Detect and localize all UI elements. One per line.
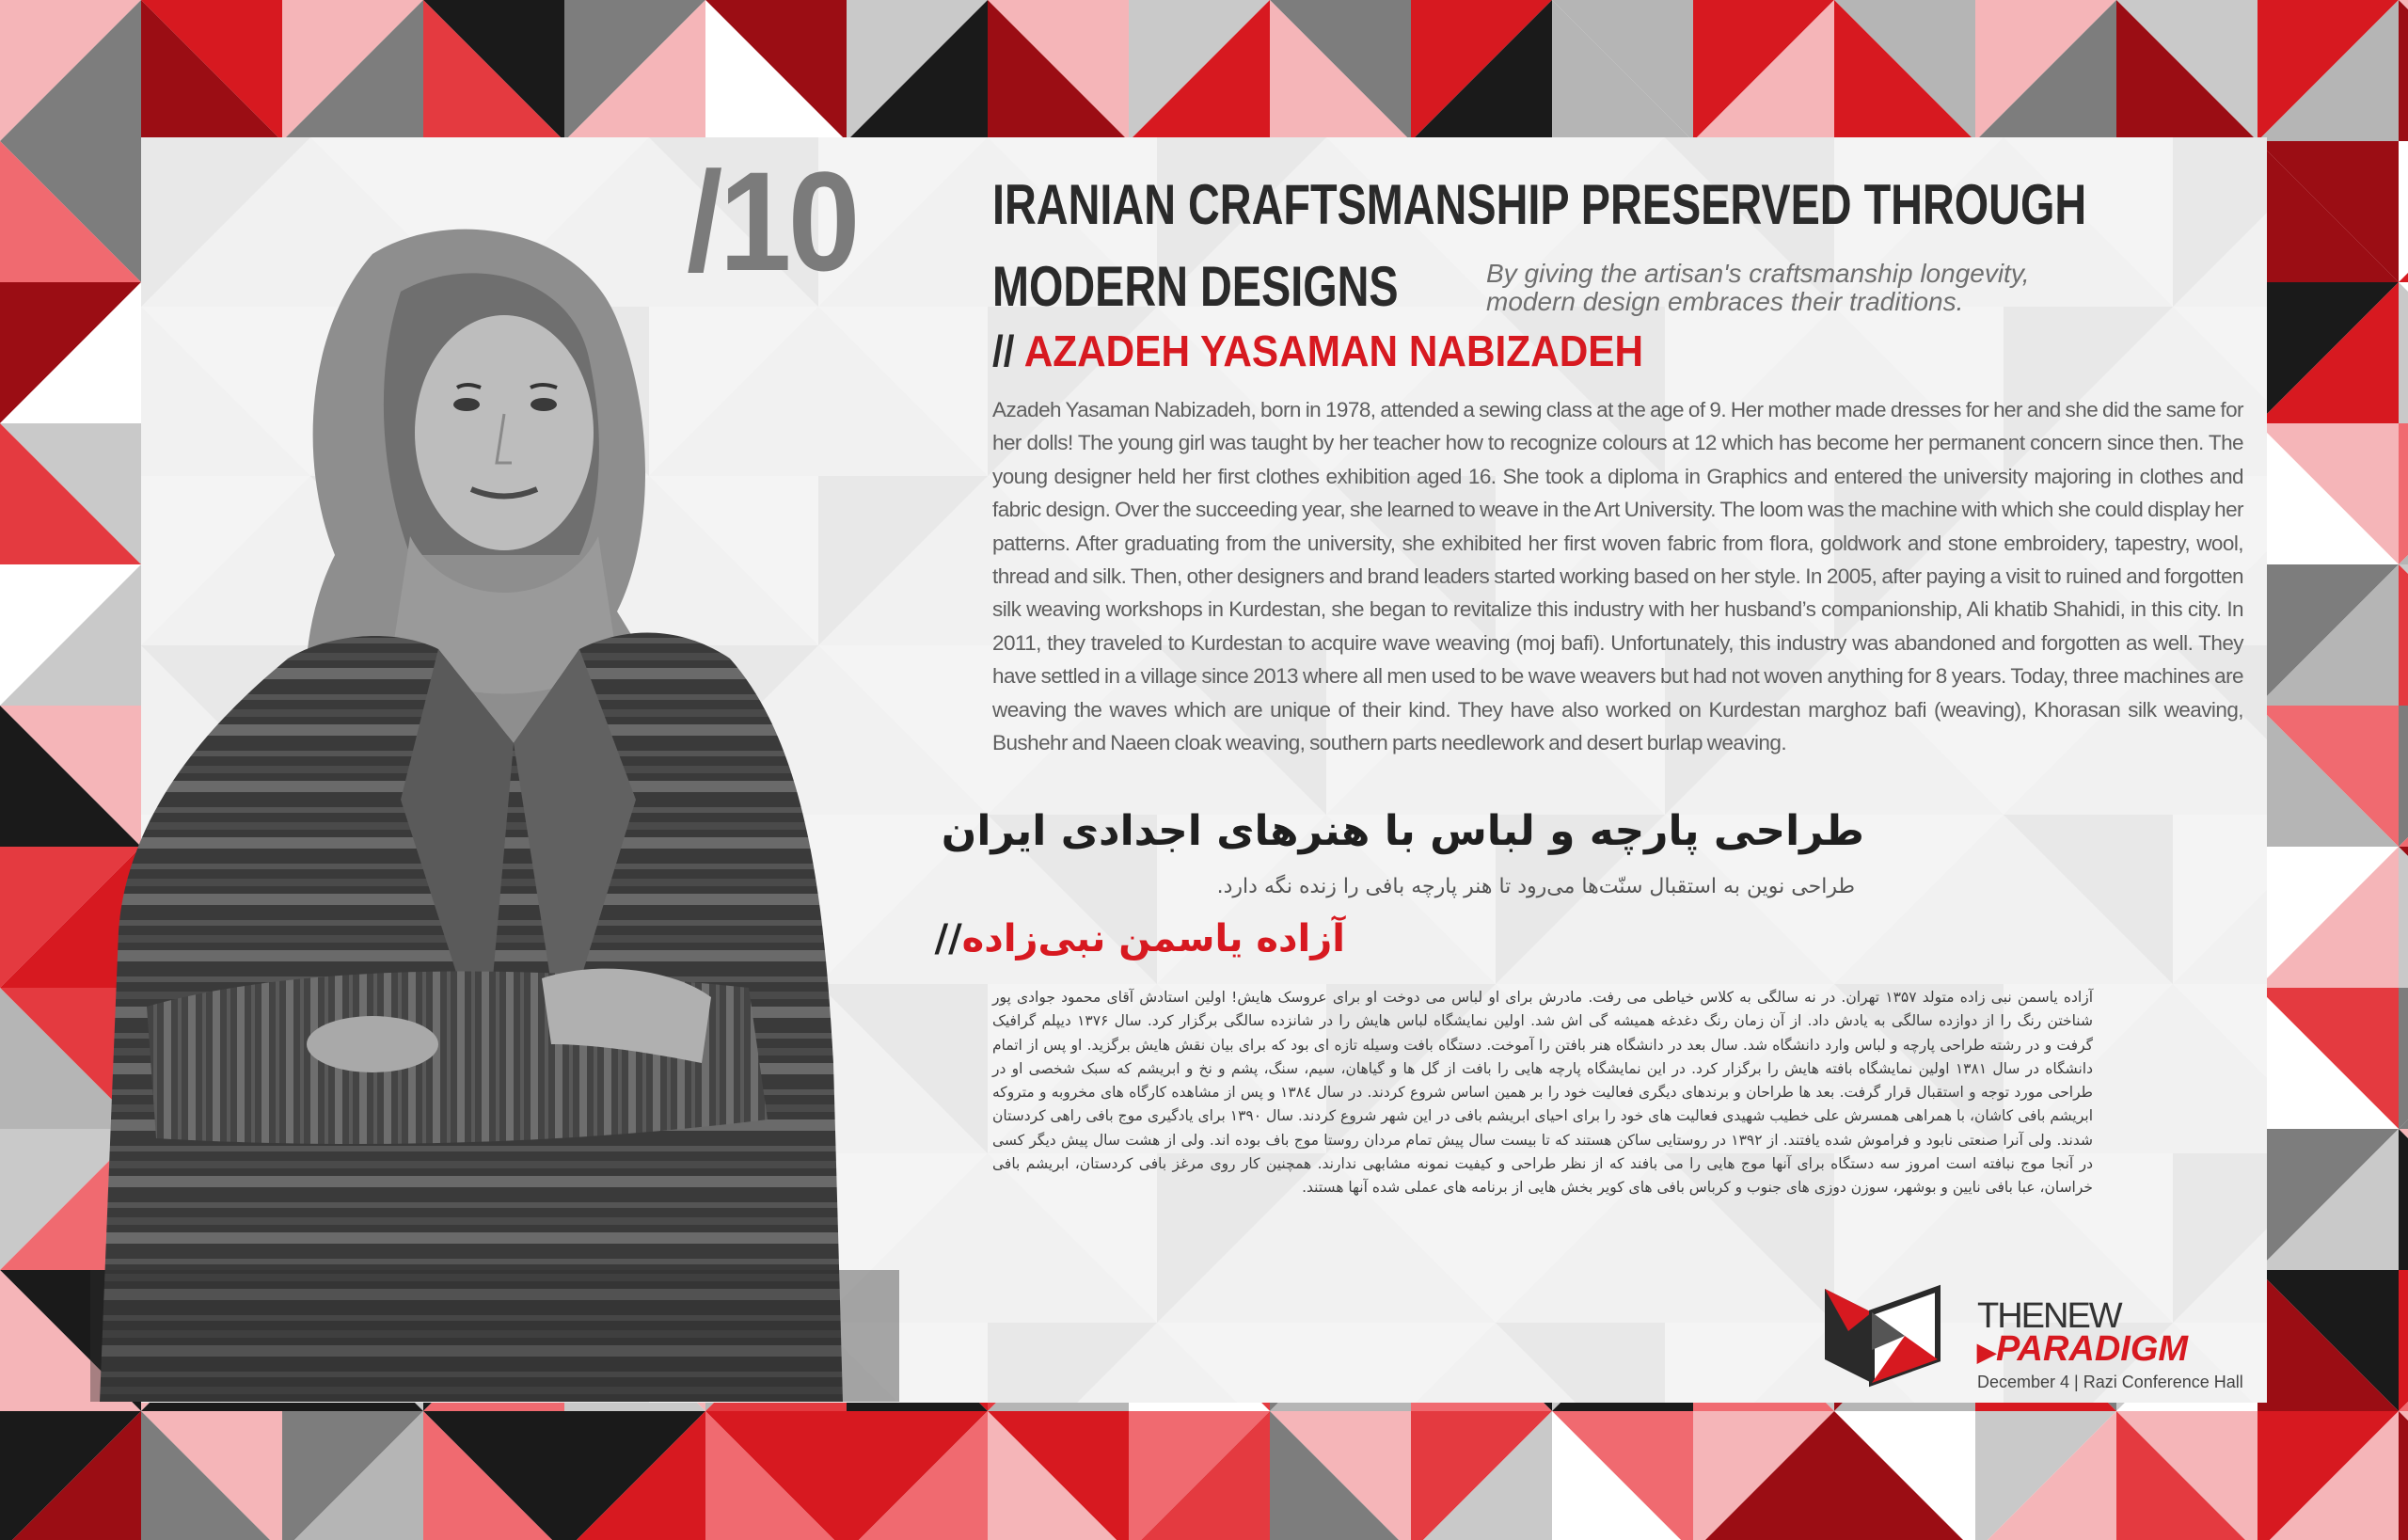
face — [415, 315, 594, 550]
panel-texture-triangle — [1157, 1323, 1326, 1403]
event-logo — [1815, 1279, 2243, 1402]
border-triangle — [2399, 282, 2408, 423]
border-triangle — [2399, 141, 2408, 282]
border-triangle — [2399, 423, 2408, 564]
article-title-persian: طراحی پارچه و لباس با هنرهای اجدادی ایران — [941, 807, 1864, 855]
border-triangle — [2399, 706, 2408, 847]
author-name-fa: آزاده یاسمن نبی‌زاده — [961, 917, 1345, 961]
panel-texture-triangle — [1665, 1323, 1834, 1403]
bio-persian: آزاده یاسمن نبی زاده متولد ۱۳۵۷ تهران. در نه سالگی به کلاس خیاطی می رفت. مادرش برای او لباس می دوخت او برای عروسک هایش! اولین استادش آقای محمود جوادی پور شناختن رنگ را از دوازده سالگی به یادش داد. از آن زمان رنگ دغدغه همیشه گی اش شد. اولین نمایشگاه لباس هایش را در شانزده سالگی برگزار کرد. سال ۱۳۷۶ دیپلم گرافیک گرفت و در رشته طراحی پارچه و لباس وارد دانشگاه شد. سال بعد در دانشگاه هنر بافتن را آموخت. دستگاه بافت وسیله تازه ای بود که برای بیان نقش هایش برگزید. او پس از اتمام دانشگاه در سال ۱۳۸۱ اولین نمایشگاه بافته هایش را برگزار کرد. در این نمایشگاه پارچه هایی را بافت از گل ها و گیاهان، سیم، سنگ، پشم و نخ و ابریشم که سبک شخصی او در طراحی مورد توجه و استقبال قرار گرفت. بعد ها طراحان و برندهای دیگری فعالیت خود را بر همین اساس شروع کردند. در سال ۱۳۸٤ و پس از مشاهده کارگاه های مخروبه و متروکه ابریشم بافی کاشان، با همراهی همسرش علی خطیب شهیدی فعالیت های خود را برای احیای ابریشم بافی در این شهر شروع کردند. سال ۱۳۹۰ برای یادگیری موج بافی راهی کردستان شدند. ولی آنرا صنعتی نابود و فراموش شده یافتند. از ۱۳۹۲ در روستایی ساکن هستند که تا بیست سال پیش تمام مردان روستا موج باف بوده اند. ولی از هشت سال پیش دیگر کسی در آنجا موج نبافته است امروز سه دستگاه برای آنها موج هایی را می بافند که از نظر طراحی و کیفیت نمونه مشابهی ندارند. همچنین کار روی مرغز بافی کردستان، ابریشم بافی خراسان، عبا بافی نایین و بوشهر، سوزن دوزی های جنوب و کرباس بافی های کویر بخش هایی از برنامه های عملی شده آنها هستند. — [992, 989, 2093, 1197]
logo-the-new: THENEW — [1977, 1296, 2121, 1336]
logo-paradigm-text: PARADIGM — [1996, 1329, 2189, 1369]
article-subtitle: By giving the artisan's craftsmanship longevity, modern design embraces their traditions. — [1486, 259, 2030, 316]
panel-texture-triangle — [988, 1323, 1157, 1403]
border-triangle — [2399, 1411, 2408, 1540]
author-suffix-fa: // — [934, 917, 962, 961]
author-prefix: // — [992, 326, 1015, 375]
panel-texture-triangle — [2173, 815, 2267, 984]
logo-paradigm — [1977, 1331, 2188, 1367]
border-triangle — [2399, 847, 2408, 988]
border-triangle — [2399, 988, 2408, 1129]
article-subtitle-persian: طراحی نوین به استقبال سنّت‌ها می‌رود تا هنر پارچه بافی را زنده نگه دارد. — [1216, 875, 1855, 898]
panel-texture-triangle — [2173, 137, 2267, 307]
panel-texture-triangle — [1326, 1323, 1496, 1403]
issue-number: /10 — [687, 142, 857, 300]
author-name: AZADEH YASAMAN NABIZADEH — [1023, 326, 1644, 375]
border-triangle — [2399, 1129, 2408, 1270]
article-title-line-1: IRANIAN CRAFTSMANSHIP PRESERVED THROUGH — [992, 173, 2087, 236]
article-title-line-2: MODERN DESIGNS — [992, 255, 1399, 318]
border-triangle — [2399, 0, 2408, 141]
border-triangle — [2399, 564, 2408, 706]
panel-texture-triangle — [2173, 984, 2267, 1153]
portrait-photo — [90, 216, 899, 1402]
event-date-location: December 4 | Razi Conference Hall — [1977, 1373, 2243, 1391]
panel-texture-triangle — [1496, 1323, 1665, 1403]
panel-texture-triangle — [2004, 815, 2173, 984]
paradigm-logo-mark — [1815, 1279, 1947, 1392]
border-triangle — [2399, 1270, 2408, 1411]
author-name-persian — [934, 917, 1345, 961]
bio-english: Azadeh Yasaman Nabizadeh, born in 1978, attended a sewing class at the age of 9. Her mother made dresses for her and she did the same for her dolls! The young girl was taught by her teacher how to recognize colours at 12 which has become her permanent concern since then. The young designer held her first clothes exhibition aged 16. She took a diploma in Graphics and entered the university majoring in clothes and fabric design. Over the succeeding year, she learned to weave in the Art University. The loom was the machine with which she could display her patterns. After graduating from the university, she exhibited her first woven fabric from flora, goldwork and stone embroidery, tapestry, wool, thread and silk. Then, other designers and brand leaders started working based on her style. In 2005, after paying a visit to ruined and forgotten silk weaving workshops in Kurdestan, she began to revitalize this industry with her husband’s companionship, Ali khatib Shahidi, in this city. In 2011, they traveled to Kurdestan to acquire wave weaving (moj bafi). Unfortunately, this industry was abandoned and forgotten as well. They have settled in a village since 2013 where all men used to be wave weavers but had not woven anything for 8 years. Today, three machines are weaving the waves which are unique of their kind. They have also worked on Kurdestan marghoz bafi (weaving), Khorasan silk weaving, Bushehr and Naeen cloak weaving, southern parts needlework and desert burlap weaving. — [992, 398, 2243, 755]
play-triangle-icon: ▶ — [1977, 1338, 1996, 1366]
author-name-en — [992, 326, 1644, 375]
